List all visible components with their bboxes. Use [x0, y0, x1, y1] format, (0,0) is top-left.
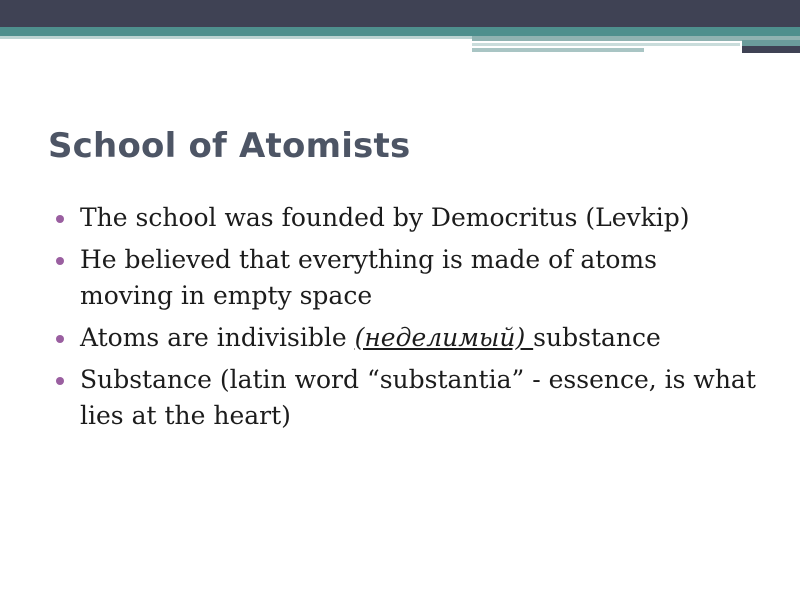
- bullet-item: [56, 200, 756, 236]
- bullet-text: The school was founded by Democritus (Levkip): [80, 203, 690, 232]
- bullet-item: [56, 242, 756, 314]
- bullet-text: substance: [533, 323, 661, 352]
- bullet-text: Substance (latin word “substantia” - essence, is what lies at the heart): [80, 365, 756, 430]
- bullet-list: [56, 200, 756, 440]
- bullet-icon: [56, 257, 64, 265]
- bullet-item: [56, 362, 756, 434]
- header-band-light: [0, 36, 472, 39]
- bullet-icon: [56, 215, 64, 223]
- header-band-right-line: [472, 48, 644, 52]
- russian-translation: (неделимый): [354, 323, 534, 352]
- bullet-icon: [56, 377, 64, 385]
- bullet-text: Atoms are indivisible: [80, 323, 355, 352]
- header-band-teal: [0, 27, 800, 36]
- bullet-text: He believed that everything is made of atoms moving in empty space: [80, 245, 657, 310]
- slide-title: School of Atomists: [48, 126, 411, 166]
- header-band-right-teal: [742, 40, 800, 46]
- bullet-icon: [56, 335, 64, 343]
- bullet-item: [56, 320, 756, 356]
- header-band-dark: [0, 0, 800, 27]
- header-band-right-line: [472, 43, 740, 46]
